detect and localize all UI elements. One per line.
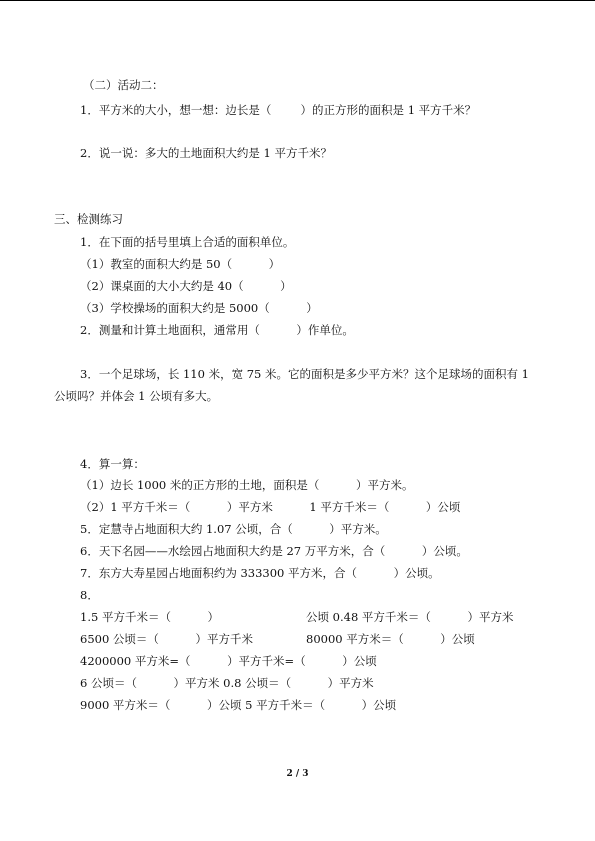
question-text: 6．天下名园——水绘园占地面积大约是 27 万平方米，合（ ）公顷。	[80, 544, 468, 558]
sub-question-text: （1）边长 1000 米的正方形的土地，面积是（ ）平方米。	[80, 478, 414, 492]
conversion-item: 80000 平方米＝（ ）公顷	[306, 632, 475, 646]
question-text: 7．东方大寿星园占地面积约为 333300 平方米，合（ ）公顷。	[80, 566, 440, 580]
section-heading-practice: 三、检测练习	[54, 212, 123, 226]
page-number: 2 / 3	[286, 769, 309, 779]
question-text-continued: 公顷吗？并体会 1 公顷有多大。	[54, 389, 219, 403]
conversion-item: 公顷 0.48 平方千米＝（ ）平方米	[306, 610, 514, 624]
question-text: 2．测量和计算土地面积，通常用（ ）作单位。	[80, 323, 354, 337]
question-text: 2．说一说：多大的土地面积大约是 1 平方千米？	[80, 146, 332, 160]
sub-question-text: （2）课桌面的大小大约是 40（ ）	[80, 279, 292, 293]
sub-question-text: （1）教室的面积大约是 50（ ）	[80, 257, 281, 271]
sub-question-text: （2）1 平方千米＝（ ）平方米 1 平方千米＝（ ）公顷	[80, 500, 461, 514]
question-text: 1．平方米的大小，想一想：边长是（ ）的正方形的面积是 1 平方千米？	[80, 103, 477, 117]
header-rule	[0, 0, 595, 1]
question-text: 5．定慧寺占地面积大约 1.07 公顷，合（ ）平方米。	[80, 522, 387, 536]
conversion-item: 1.5 平方千米＝（ ）	[80, 610, 219, 624]
conversion-item: 6500 公顷＝（ ）平方千米	[80, 632, 253, 646]
conversion-item: 6 公顷＝（ ）平方米 0.8 公顷＝（ ）平方米	[80, 676, 374, 690]
question-text: 3．一个足球场，长 110 米，宽 75 米。它的面积是多少平方米？这个足球场的面积有 1	[80, 367, 529, 381]
question-text: 4．算一算：	[80, 457, 145, 471]
question-text: 8．	[80, 588, 99, 602]
section-heading-activity-2: （二）活动二：	[83, 78, 164, 92]
conversion-item: 4200000 平方米=（ ）平方千米=（ ）公顷	[80, 654, 377, 668]
conversion-item: 9000 平方米＝（ ）公顷 5 平方千米＝（ ）公顷	[80, 698, 397, 712]
question-text: 1．在下面的括号里填上合适的面积单位。	[80, 235, 295, 249]
sub-question-text: （3）学校操场的面积大约是 5000（ ）	[80, 301, 318, 315]
